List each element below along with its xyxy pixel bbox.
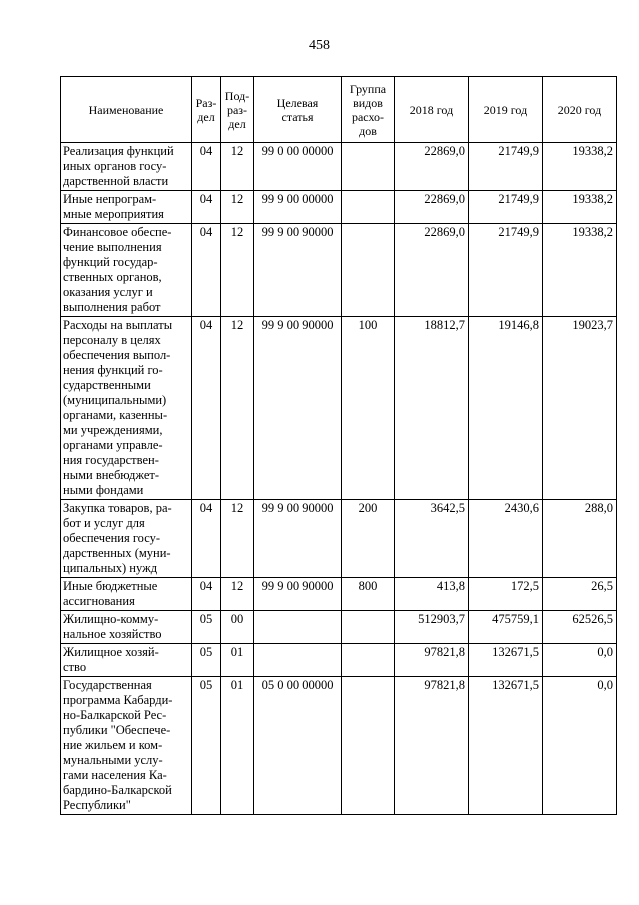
cell-name: Финансовое обеспе- чение выполнения функций государ- ственных органов, оказания услуг и выполнения работ bbox=[61, 224, 192, 317]
cell-section: 05 bbox=[192, 644, 221, 677]
table-row bbox=[61, 644, 617, 677]
cell-2020: 0,0 bbox=[543, 644, 617, 677]
table-body bbox=[61, 143, 617, 815]
cell-section: 04 bbox=[192, 224, 221, 317]
cell-name: Расходы на выплаты персоналу в целях обеспечения выпол- нения функций го- сударственными (муниципальными) органами, казенны- ми учреждениями, органами управле- ния государствен- ными внебюджет- ными фондами bbox=[61, 317, 192, 500]
cell-2020: 0,0 bbox=[543, 677, 617, 815]
header-row bbox=[61, 77, 617, 143]
cell-subsection: 12 bbox=[221, 317, 254, 500]
cell-group: 800 bbox=[342, 578, 395, 611]
table-row bbox=[61, 317, 617, 500]
table-row bbox=[61, 578, 617, 611]
cell-name: Жилищно-комму- нальное хозяйство bbox=[61, 611, 192, 644]
page-number: 458 bbox=[309, 38, 330, 53]
cell-2018: 97821,8 bbox=[395, 644, 469, 677]
header-2020: 2020 год bbox=[543, 77, 617, 143]
cell-2020: 19338,2 bbox=[543, 191, 617, 224]
cell-group bbox=[342, 644, 395, 677]
cell-2019: 2430,6 bbox=[469, 500, 543, 578]
table-row bbox=[61, 224, 617, 317]
cell-group bbox=[342, 143, 395, 191]
cell-target: 99 9 00 90000 bbox=[254, 317, 342, 500]
cell-2020: 19338,2 bbox=[543, 224, 617, 317]
cell-section: 05 bbox=[192, 611, 221, 644]
cell-2020: 62526,5 bbox=[543, 611, 617, 644]
header-target: Целевая статья bbox=[254, 77, 342, 143]
cell-subsection: 01 bbox=[221, 644, 254, 677]
cell-2020: 288,0 bbox=[543, 500, 617, 578]
cell-subsection: 12 bbox=[221, 224, 254, 317]
table-row bbox=[61, 611, 617, 644]
cell-2018: 97821,8 bbox=[395, 677, 469, 815]
header-subsection: Под- раз- дел bbox=[221, 77, 254, 143]
cell-name: Реализация функций иных органов госу- дарственной власти bbox=[61, 143, 192, 191]
cell-group bbox=[342, 191, 395, 224]
cell-subsection: 00 bbox=[221, 611, 254, 644]
cell-2018: 22869,0 bbox=[395, 191, 469, 224]
cell-2019: 19146,8 bbox=[469, 317, 543, 500]
cell-2020: 19023,7 bbox=[543, 317, 617, 500]
cell-section: 04 bbox=[192, 191, 221, 224]
cell-2020: 19338,2 bbox=[543, 143, 617, 191]
cell-name: Государственная программа Кабарди- но-Балкарской Рес- публики "Обеспече- ние жильем и ком- мунальными услу- гами населения Ка- бардино-Балкарской Республики" bbox=[61, 677, 192, 815]
cell-2019: 21749,9 bbox=[469, 143, 543, 191]
cell-2018: 512903,7 bbox=[395, 611, 469, 644]
cell-section: 04 bbox=[192, 578, 221, 611]
cell-name: Иные бюджетные ассигнования bbox=[61, 578, 192, 611]
cell-2020: 26,5 bbox=[543, 578, 617, 611]
cell-2019: 132671,5 bbox=[469, 644, 543, 677]
cell-section: 04 bbox=[192, 500, 221, 578]
table-row bbox=[61, 500, 617, 578]
cell-section: 04 bbox=[192, 143, 221, 191]
budget-table bbox=[60, 76, 617, 815]
cell-target: 99 9 00 00000 bbox=[254, 191, 342, 224]
table-row bbox=[61, 143, 617, 191]
cell-2019: 172,5 bbox=[469, 578, 543, 611]
cell-subsection: 12 bbox=[221, 578, 254, 611]
table-row bbox=[61, 677, 617, 815]
header-2018: 2018 год bbox=[395, 77, 469, 143]
cell-target: 99 0 00 00000 bbox=[254, 143, 342, 191]
cell-target: 99 9 00 90000 bbox=[254, 500, 342, 578]
cell-target bbox=[254, 611, 342, 644]
cell-target: 99 9 00 90000 bbox=[254, 578, 342, 611]
cell-name: Жилищное хозяй- ство bbox=[61, 644, 192, 677]
cell-section: 05 bbox=[192, 677, 221, 815]
cell-target: 99 9 00 90000 bbox=[254, 224, 342, 317]
cell-name: Закупка товаров, ра- бот и услуг для обеспечения госу- дарственных (муни- ципальных) нужд bbox=[61, 500, 192, 578]
cell-2019: 21749,9 bbox=[469, 224, 543, 317]
header-group: Группа видов расхо- дов bbox=[342, 77, 395, 143]
cell-subsection: 12 bbox=[221, 191, 254, 224]
cell-group bbox=[342, 224, 395, 317]
cell-name: Иные непрограм- мные мероприятия bbox=[61, 191, 192, 224]
cell-group: 200 bbox=[342, 500, 395, 578]
cell-2018: 18812,7 bbox=[395, 317, 469, 500]
cell-2019: 132671,5 bbox=[469, 677, 543, 815]
cell-2018: 3642,5 bbox=[395, 500, 469, 578]
cell-2018: 22869,0 bbox=[395, 224, 469, 317]
cell-group: 100 bbox=[342, 317, 395, 500]
header-section: Раз- дел bbox=[192, 77, 221, 143]
cell-target: 05 0 00 00000 bbox=[254, 677, 342, 815]
cell-subsection: 12 bbox=[221, 500, 254, 578]
cell-2019: 475759,1 bbox=[469, 611, 543, 644]
table-row bbox=[61, 191, 617, 224]
header-name: Наименование bbox=[61, 77, 192, 143]
cell-group bbox=[342, 611, 395, 644]
cell-2019: 21749,9 bbox=[469, 191, 543, 224]
cell-subsection: 12 bbox=[221, 143, 254, 191]
cell-section: 04 bbox=[192, 317, 221, 500]
header-2019: 2019 год bbox=[469, 77, 543, 143]
cell-group bbox=[342, 677, 395, 815]
cell-2018: 22869,0 bbox=[395, 143, 469, 191]
cell-target bbox=[254, 644, 342, 677]
cell-subsection: 01 bbox=[221, 677, 254, 815]
cell-2018: 413,8 bbox=[395, 578, 469, 611]
